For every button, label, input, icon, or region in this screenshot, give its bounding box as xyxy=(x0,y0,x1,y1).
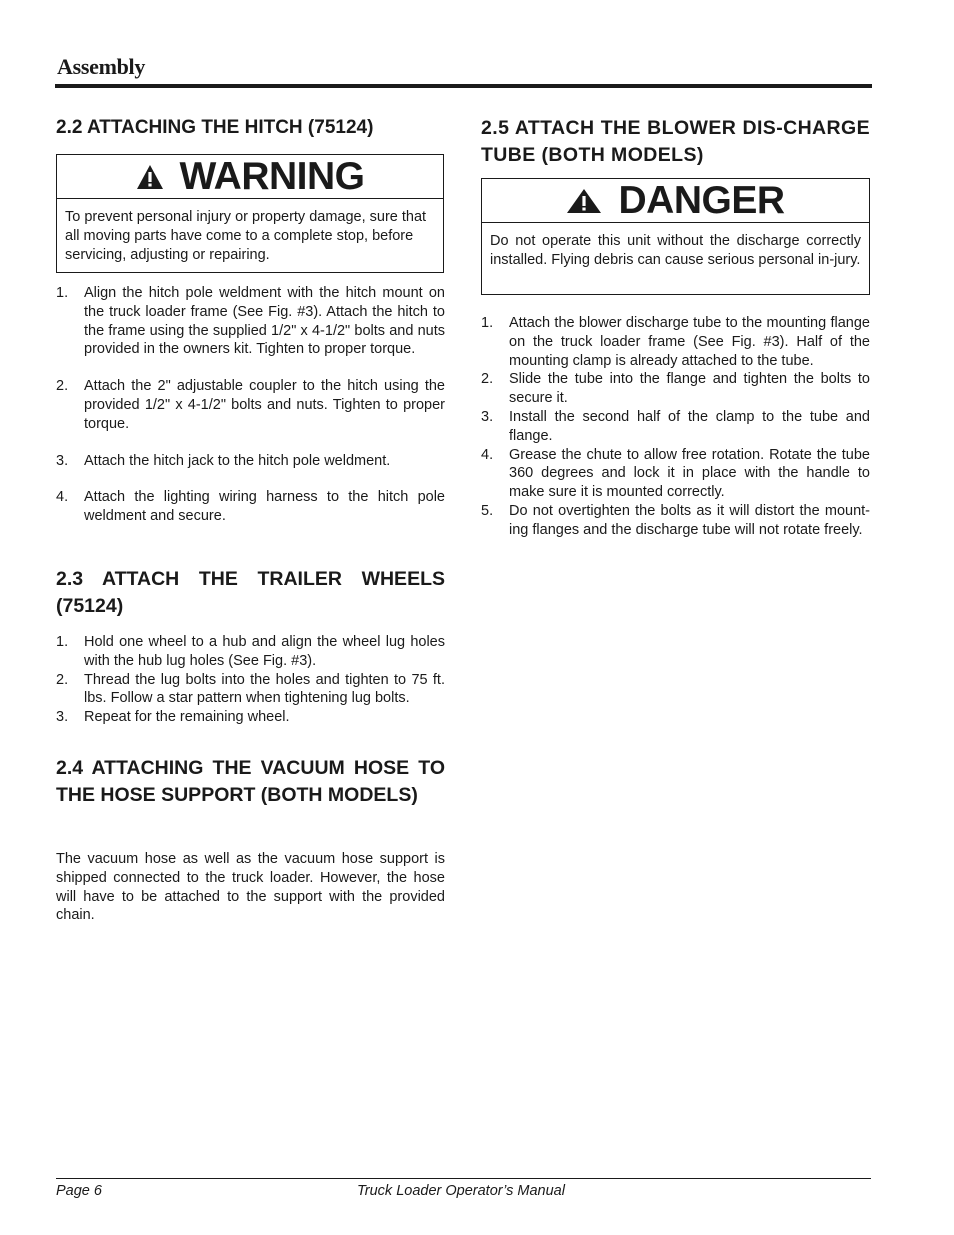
wheel-steps xyxy=(56,633,445,727)
warning-triangle-icon xyxy=(136,164,164,190)
vacuum-hose-paragraph: The vacuum hose as well as the vacuum hose support is shipped connected to the truck loader. However, the hose will have to be attached to the support with the provided chain. xyxy=(56,851,445,924)
list-item: 3. Attach the hitch jack to the hitch pole weldment. xyxy=(56,452,391,469)
danger-text: Do not operate this unit without the discharge correctly installed. Flying debris can cause serious personal in-jury. xyxy=(490,233,861,268)
warning-text: To prevent personal injury or property damage, sure that all moving parts have come to a complete stop, before servicing, adjusting or repairing. xyxy=(65,209,427,263)
list-item: 1. Attach the blower discharge tube to the mounting flange on the truck loader frame (See Fig. #3). Half of the mounting clamp is already attached to the tube. xyxy=(481,315,870,369)
list-item: 1. Align the hitch pole weldment with the hitch mount on the truck loader frame (See Fig. #3). Attach the hitch to the frame using the supplied 1/2" x 4-1/2" bolts and nuts provided in the owners kit. Tighten to proper torque. xyxy=(56,285,445,358)
discharge-tube-steps xyxy=(481,314,870,540)
list-item: 5. Do not overtighten the bolts as it will distort the mount-ing flanges and the discharge tube will not rotate freely. xyxy=(481,502,870,538)
manual-title: Truck Loader Operator’s Manual xyxy=(357,1183,565,1199)
hitch-steps xyxy=(56,284,445,526)
warning-header xyxy=(57,155,443,199)
heading-2-2: 2.2 ATTACHING THE HITCH (75124) xyxy=(56,117,374,138)
danger-word: DANGER xyxy=(618,178,785,222)
danger-box xyxy=(481,178,870,295)
section-header-assembly: Assembly xyxy=(57,54,146,79)
warning-triangle-icon xyxy=(566,188,602,214)
list-item: 2. Attach the 2" adjustable coupler to the hitch using the provided 1/2" x 4-1/2" bolts and nuts. Tighten to proper torque. xyxy=(56,378,445,432)
heading-2-3: 2.3 ATTACH THE TRAILER WHEELS (75124) xyxy=(56,568,445,617)
heading-2-4: 2.4 ATTACHING THE VACUUM HOSE TO THE HOSE SUPPORT (BOTH MODELS) xyxy=(56,757,445,806)
danger-header xyxy=(482,179,869,223)
header-rule xyxy=(55,84,872,88)
list-item: 1. Hold one wheel to a hub and align the wheel lug holes with the hub lug holes (See Fig. #3). xyxy=(56,634,445,669)
page-number: Page 6 xyxy=(56,1183,102,1199)
list-item: 3. Install the second half of the clamp to the tube and flange. xyxy=(481,408,870,444)
footer-rule xyxy=(56,1178,871,1179)
warning-box xyxy=(56,154,444,273)
list-item: 2. Thread the lug bolts into the holes and tighten to 75 ft. lbs. Follow a star pattern when tightening lug bolts. xyxy=(56,671,445,707)
warning-word: WARNING xyxy=(179,154,365,198)
list-item: 4. Grease the chute to allow free rotation. Rotate the tube 360 degrees and lock it in place with the handle to make sure it is mounted correctly. xyxy=(481,446,870,501)
list-item: 3. Repeat for the remaining wheel. xyxy=(56,709,290,726)
list-item: 4. Attach the lighting wiring harness to the hitch pole weldment and secure. xyxy=(56,489,445,525)
heading-2-5: 2.5 ATTACH THE BLOWER DIS-CHARGE TUBE (BOTH MODELS) xyxy=(481,117,870,166)
list-item: 2. Slide the tube into the flange and tighten the bolts to secure it. xyxy=(481,371,870,407)
